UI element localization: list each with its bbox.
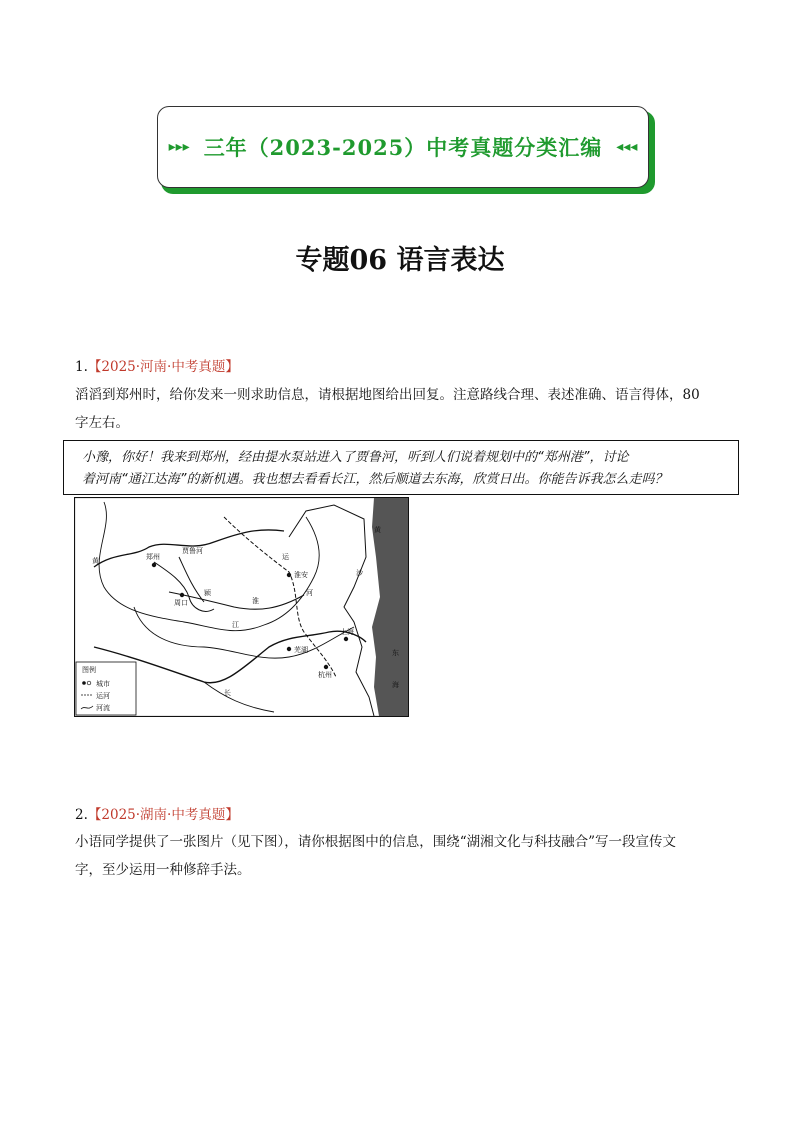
question-source: 【2025·河南·中考真题】 xyxy=(87,359,239,375)
map-label: 芜湖 xyxy=(294,646,308,654)
city-hangzhou xyxy=(324,665,328,669)
map-label: 杭州 xyxy=(318,671,332,679)
legend-title: 图例 xyxy=(82,666,96,674)
page-title: 专题06 语言表达 xyxy=(295,245,505,276)
map-label: 上海 xyxy=(340,628,354,636)
city-shanghai xyxy=(344,637,348,641)
question-number: 1. xyxy=(75,359,88,375)
map-label: 长 xyxy=(224,689,231,697)
legend-river: 河流 xyxy=(96,704,110,712)
city-zhoukou xyxy=(180,593,184,597)
banner-title: 三年（2023-2025）中考真题分类汇编 xyxy=(203,135,603,160)
map-label: 海 xyxy=(392,681,399,689)
legend-canal: 运河 xyxy=(96,692,110,700)
question-text-line: 字，至少运用一种修辞手法。 xyxy=(75,862,251,878)
question-1-header xyxy=(75,355,239,375)
question-text-line: 小语同学提供了一张图片（见下图），请你根据图中的信息，围绕“湖湘文化与科技融合”写一段宣传文 xyxy=(75,834,677,850)
banner-box xyxy=(157,106,649,188)
question-2-text xyxy=(75,828,725,884)
map-label: 运 xyxy=(282,553,289,561)
header-banner xyxy=(157,106,655,194)
map-label: 河 xyxy=(306,589,313,597)
city-wuhu xyxy=(287,647,291,651)
map-label: 周口 xyxy=(174,599,188,607)
message-box xyxy=(63,440,739,495)
question-1-text xyxy=(75,381,725,437)
question-text-line: 滔滔到郑州时，给你发来一则求助信息，请根据地图给出回复。注意路线合理、表述准确、语言得体，80 xyxy=(75,387,700,403)
triple-arrow-left-icon: ◂◂◂ xyxy=(616,139,638,155)
map-label: 淮 xyxy=(252,597,259,605)
map-label: 贾鲁河 xyxy=(182,547,203,555)
question-text-line: 字左右。 xyxy=(75,415,129,431)
map-legend xyxy=(76,662,136,715)
message-line: 小豫，你好！我来到郑州，经由提水泵站进入了贾鲁河，听到人们说着规划中的“郑州港”，讨论 xyxy=(82,450,629,465)
map-label: 江 xyxy=(232,621,239,629)
message-line: 着河南“通江达海”的新机遇。我也想去看看长江，然后顺道去东海，欣赏日出。你能告诉我怎么走吗？ xyxy=(82,472,668,487)
city-huaian xyxy=(287,573,291,577)
map-label: 郑州 xyxy=(146,553,160,561)
map-label: 黄 xyxy=(92,557,99,565)
route-map xyxy=(74,497,409,717)
map-label: 淮安 xyxy=(294,571,308,579)
legend-city: 城市 xyxy=(96,680,110,688)
question-source: 【2025·湖南·中考真题】 xyxy=(87,807,239,823)
question-2-header xyxy=(75,803,239,823)
city-zhengzhou xyxy=(152,563,156,567)
map-label: 颍 xyxy=(204,589,211,597)
question-number: 2. xyxy=(75,807,88,823)
legend-city-icon xyxy=(82,681,86,685)
map-label: 东 xyxy=(392,649,399,657)
map-label: 黄 xyxy=(374,526,381,534)
map-label: 沙 xyxy=(356,569,363,577)
triple-arrow-right-icon: ▸▸▸ xyxy=(168,139,190,155)
